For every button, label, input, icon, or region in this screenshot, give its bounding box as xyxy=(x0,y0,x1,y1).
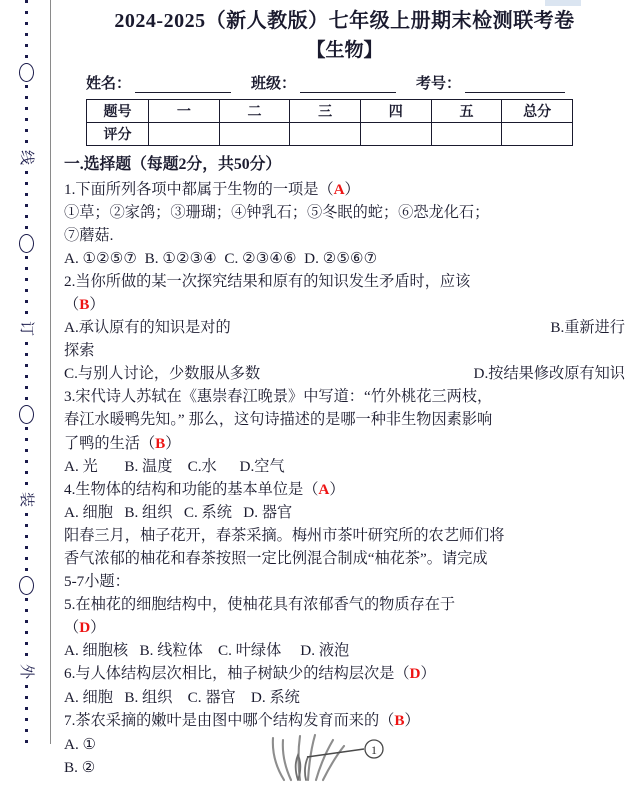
score-cell-5[interactable] xyxy=(431,122,502,145)
question-1-items-line2: ⑦蘑菇. xyxy=(64,226,114,244)
question-1-options[interactable]: A. ①②⑤⑦ B. ①②③④ C. ②③④⑥ D. ②⑤⑥⑦ xyxy=(64,249,378,267)
q7-stem-tail: ） xyxy=(404,711,420,729)
col-head-4: 四 xyxy=(360,99,431,122)
binding-label-zhuang: 装 xyxy=(18,492,35,508)
q1-answer: A xyxy=(333,180,345,198)
figure-label-number: 1 xyxy=(371,742,377,757)
question-1-items-line1: ①草；②家鸽；③珊瑚；④钟乳石；⑤冬眠的蛇；⑥恐龙化石； xyxy=(64,203,490,221)
question-3-options[interactable]: A. 光 B. 温度 C.水 D.空气 xyxy=(64,457,285,475)
question-1-stem xyxy=(64,178,625,201)
question-7-stem xyxy=(64,709,625,732)
score-cell-total[interactable] xyxy=(502,122,573,145)
dotted-line-segment xyxy=(25,342,28,402)
q4-answer: A xyxy=(318,480,330,498)
q3-answer: B xyxy=(155,434,166,452)
table-row-header xyxy=(87,99,573,122)
option-spacer xyxy=(231,316,551,339)
row-label-question-no: 题号 xyxy=(87,99,149,122)
dotted-line-segment xyxy=(25,256,28,316)
binding-label-xian: 线 xyxy=(18,150,35,166)
passage-line2: 香气浓郁的柚花和春茶按照一定比例混合制成“柚花茶”。请完成 xyxy=(64,550,488,567)
q1-stem-tail: ） xyxy=(344,180,360,198)
question-3-stem-line2: 春江水暖鸭先知。” 那么，这句诗描述的是哪一种非生物因素影响 xyxy=(64,411,493,429)
dotted-line-segment xyxy=(25,0,28,60)
identity-row xyxy=(86,72,625,93)
exam-id-label: 考号： xyxy=(416,75,462,92)
q2-paren-close: ） xyxy=(89,295,105,313)
score-table xyxy=(86,99,573,146)
paper-sheet xyxy=(58,0,631,776)
q2-paren-open: （ xyxy=(64,295,80,313)
exam-id-input-rule[interactable] xyxy=(465,80,565,93)
section-heading: 一.选择题（每题2分，共50分） xyxy=(64,155,282,173)
plant-bud-sketch-icon xyxy=(260,731,440,781)
dotted-line-segment xyxy=(25,685,28,745)
q6-stem-text: 6.与人体结构层次相比，柚子树缺少的结构层次是（ xyxy=(64,665,410,683)
col-head-1: 一 xyxy=(149,99,220,122)
col-head-3: 三 xyxy=(290,99,361,122)
q2-option-b[interactable]: B.重新进行 xyxy=(550,319,625,337)
question-4-options[interactable]: A. 细胞 B. 组织 C. 系统 D. 器官 xyxy=(64,503,293,521)
table-row-score xyxy=(87,122,573,145)
class-label: 班级： xyxy=(251,75,297,92)
q2-option-d[interactable]: D.按结果修改原有知识 xyxy=(473,365,625,383)
binding-marks-column xyxy=(14,0,38,744)
q7-stem-text: 7.茶农采摘的嫩叶是由图中哪个结构发育而来的（ xyxy=(64,711,395,729)
score-cell-2[interactable] xyxy=(219,122,290,145)
score-cell-1[interactable] xyxy=(149,122,220,145)
question-7-figure-area xyxy=(64,733,625,779)
name-label: 姓名： xyxy=(86,75,132,92)
q7-option-b[interactable]: B. ② xyxy=(64,758,96,776)
passage-line3: 5-7小题： xyxy=(64,573,130,591)
subject-title: 【生物】 xyxy=(306,40,383,61)
q7-answer: B xyxy=(394,711,405,729)
passage-line1: 阳春三月，柚子花开，春茶采摘。梅州市茶叶研究所的农艺师们将 xyxy=(64,526,505,544)
q7-option-a[interactable]: A. ① xyxy=(64,735,97,753)
class-input-rule[interactable] xyxy=(300,80,396,93)
question-2-options-row-ab xyxy=(64,316,625,339)
row-label-score: 评分 xyxy=(87,122,149,145)
question-2-options-row-cd xyxy=(64,362,625,385)
binding-circle-icon xyxy=(19,576,34,595)
q5-paren-close: ） xyxy=(90,619,106,637)
dotted-line-segment xyxy=(25,85,28,145)
name-input-rule[interactable] xyxy=(135,80,231,93)
binding-margin xyxy=(0,0,52,744)
q4-stem-tail: ） xyxy=(329,480,345,498)
col-head-5: 五 xyxy=(431,99,502,122)
question-2-stem: 2.当你所做的某一次探究结果和原有的知识发生矛盾时，应该 xyxy=(64,272,471,290)
question-5-answer-line xyxy=(64,616,625,639)
question-6-stem xyxy=(64,662,625,685)
option-spacer xyxy=(260,362,473,385)
question-2-answer-line xyxy=(64,293,625,316)
page-title: 2024-2025（新人教版）七年级上册期末检测联考卷 xyxy=(114,10,575,32)
binding-circle-icon xyxy=(19,234,34,253)
dotted-line-segment xyxy=(25,513,28,573)
question-6-options[interactable]: A. 细胞 B. 组织 C. 器官 D. 系统 xyxy=(64,688,300,706)
q6-answer: D xyxy=(409,665,421,683)
col-head-2: 二 xyxy=(219,99,290,122)
q2-option-a[interactable]: A.承认原有的知识是对的 xyxy=(64,319,231,337)
margin-vertical-rule xyxy=(50,0,51,744)
binding-label-wai: 外 xyxy=(18,663,35,679)
q3-stem-text: 了鸭的生活（ xyxy=(64,434,156,452)
plant-bud-figure xyxy=(260,731,440,788)
figure-leader-line xyxy=(307,749,364,757)
score-cell-3[interactable] xyxy=(290,122,361,145)
q3-stem-tail: ） xyxy=(165,434,181,452)
dotted-line-segment xyxy=(25,427,28,487)
dotted-line-segment xyxy=(25,598,28,658)
q5-paren-open: （ xyxy=(64,619,80,637)
question-3-stem-line1: 3.宋代诗人苏轼在《惠崇春江晚景》中写道：“竹外桃花三两枝， xyxy=(64,388,493,406)
q4-stem-text: 4.生物体的结构和功能的基本单位是（ xyxy=(64,480,319,498)
q6-stem-tail: ） xyxy=(420,665,436,683)
question-5-options[interactable]: A. 细胞核 B. 线粒体 C. 叶绿体 D. 液泡 xyxy=(64,642,350,660)
binding-label-ding: 订 xyxy=(18,321,35,337)
q2-option-c[interactable]: C.与别人讨论，少数服从多数 xyxy=(64,365,261,383)
question-content xyxy=(64,153,625,779)
q5-answer: D xyxy=(79,619,91,637)
q2-answer: B xyxy=(79,295,90,313)
question-3-stem-line3 xyxy=(64,432,625,455)
question-5-stem: 5.在柚花的细胞结构中，使柚花具有浓郁香气的物质存在于 xyxy=(64,596,456,614)
score-cell-4[interactable] xyxy=(360,122,431,145)
q1-stem-text: 1.下面所列各项中都属于生物的一项是（ xyxy=(64,180,334,198)
col-head-total: 总分 xyxy=(502,99,573,122)
binding-circle-icon xyxy=(19,405,34,424)
question-2-option-b-wrap: 探索 xyxy=(64,342,95,360)
binding-circle-icon xyxy=(19,63,34,82)
dotted-line-segment xyxy=(25,171,28,231)
question-4-stem xyxy=(64,478,625,501)
